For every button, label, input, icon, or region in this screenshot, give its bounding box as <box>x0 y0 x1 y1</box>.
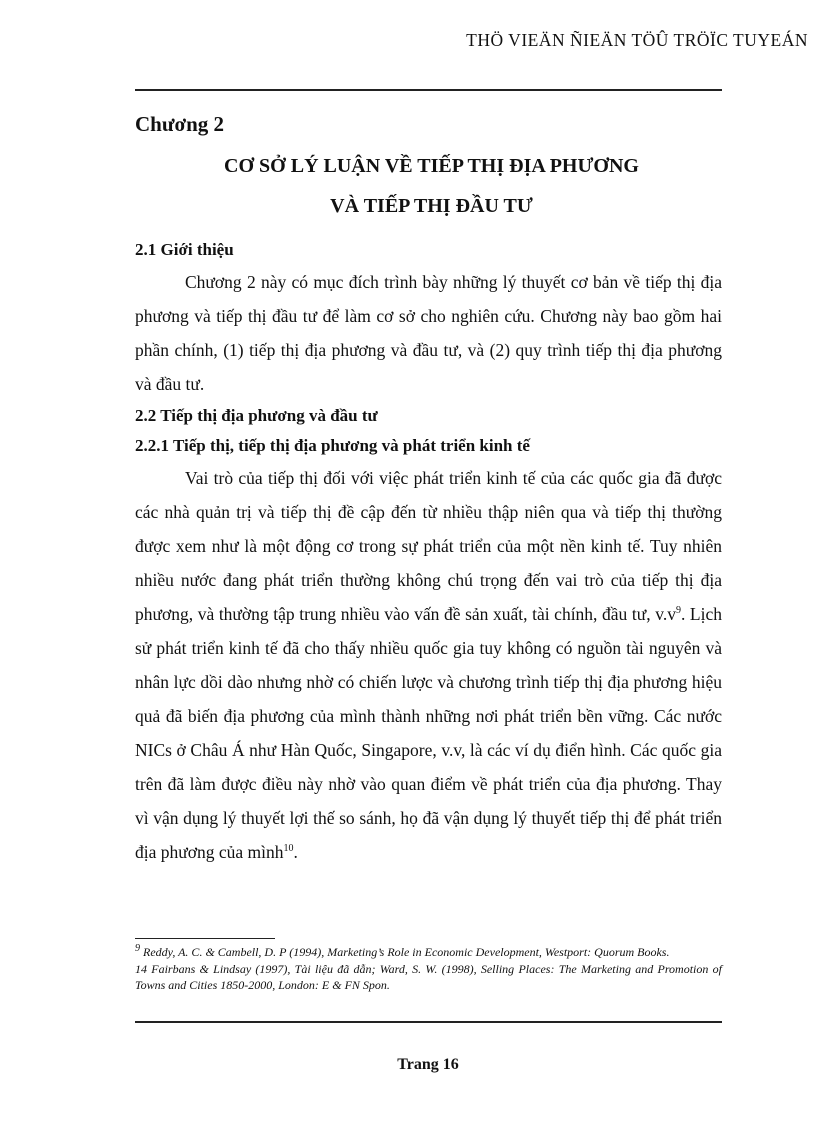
section-2-1-heading: 2.1 Giới thiệu <box>135 240 234 259</box>
chapter-title-line-2: VÀ TIẾP THỊ ĐẦU TƯ <box>330 195 533 217</box>
section-2-2-1-paragraph <box>135 461 722 869</box>
section-2-1-paragraph: Chương 2 này có mục đích trình bày những lý thuyết cơ bản về tiếp thị địa phương và tiếp thị đầu tư để làm cơ sở cho nghiên cứu. Chương này bao gồm hai phần chính, (1) tiếp thị địa phương và đầu tư, và (2) quy trình tiếp thị địa phương và đầu tư. <box>135 272 722 394</box>
footnote-ref-9: 9 <box>675 605 681 617</box>
footer-rule <box>135 1021 722 1023</box>
footnote-14: 14 Fairbans & Lindsay (1997), Tài liệu đã dẫn; Ward, S. W. (1998), Selling Places: The Marketing and Promotion of Towns and Cities 1850-2000, London: E & FN Spon. <box>135 961 722 992</box>
footnotes <box>135 944 722 994</box>
footnote-separator <box>135 938 275 939</box>
paragraph-text-part-2: . Lịch sử phát triển kinh tế đã cho thấy nhiều quốc gia tuy không có nguồn tài nguyên và nhân lực dồi dào nhưng nhờ có chiến lược và chương trình tiếp thị địa phương hiệu quả đã biến địa phương của mình thành những nơi phát triển bền vững. Các nước NICs ở Châu Á như Hàn Quốc, Singapore, v.v, là các ví dụ điển hình. Các quốc gia trên đã làm được điều này nhờ vào quan điểm về phát triển của địa phương. Thay vì vận dụng lý thuyết lợi thế so sánh, họ đã vận dụng lý thuyết tiếp thị để phát triển địa phương của mình <box>135 604 722 862</box>
footnote-ref-10: 10 <box>283 843 294 855</box>
footnote-9-text: Reddy, A. C. & Cambell, D. P (1994), Marketing’s Role in Economic Development, Westport: Quorum Books. <box>140 945 670 959</box>
footnote-marker-9: 9 <box>135 943 140 954</box>
page-body <box>135 112 722 869</box>
section-2-2-1-heading: 2.2.1 Tiếp thị, tiếp thị địa phương và phát triển kinh tế <box>135 436 530 455</box>
footnote-9 <box>135 944 722 961</box>
chapter-title-line-1: CƠ SỞ LÝ LUẬN VỀ TIẾP THỊ ĐỊA PHƯƠNG <box>224 155 639 177</box>
library-header: THÖ VIEÄN ÑIEÄN TÖÛ TRÖÏC TUYEÁN <box>466 30 808 50</box>
page-number: Trang 16 <box>397 1056 459 1073</box>
chapter-label: Chương 2 <box>135 112 225 136</box>
header-rule <box>135 89 722 91</box>
paragraph-text-part-1: Vai trò của tiếp thị đối với việc phát triển kinh tế của các quốc gia đã được các nhà quản trị và tiếp thị đề cập đến từ nhiều thập niên qua và tiếp thị thường được xem như là một động cơ trong sự phát triển của một nền kinh tế. Tuy nhiên nhiều nước đang phát triển thường không chú trọng đến vai trò của tiếp thị địa phương, và thường tập trung nhiều vào vấn đề sản xuất, tài chính, đầu tư, v.v <box>135 468 722 624</box>
paragraph-text-part-3: . <box>293 842 298 862</box>
section-2-2-heading: 2.2 Tiếp thị địa phương và đầu tư <box>135 406 378 425</box>
